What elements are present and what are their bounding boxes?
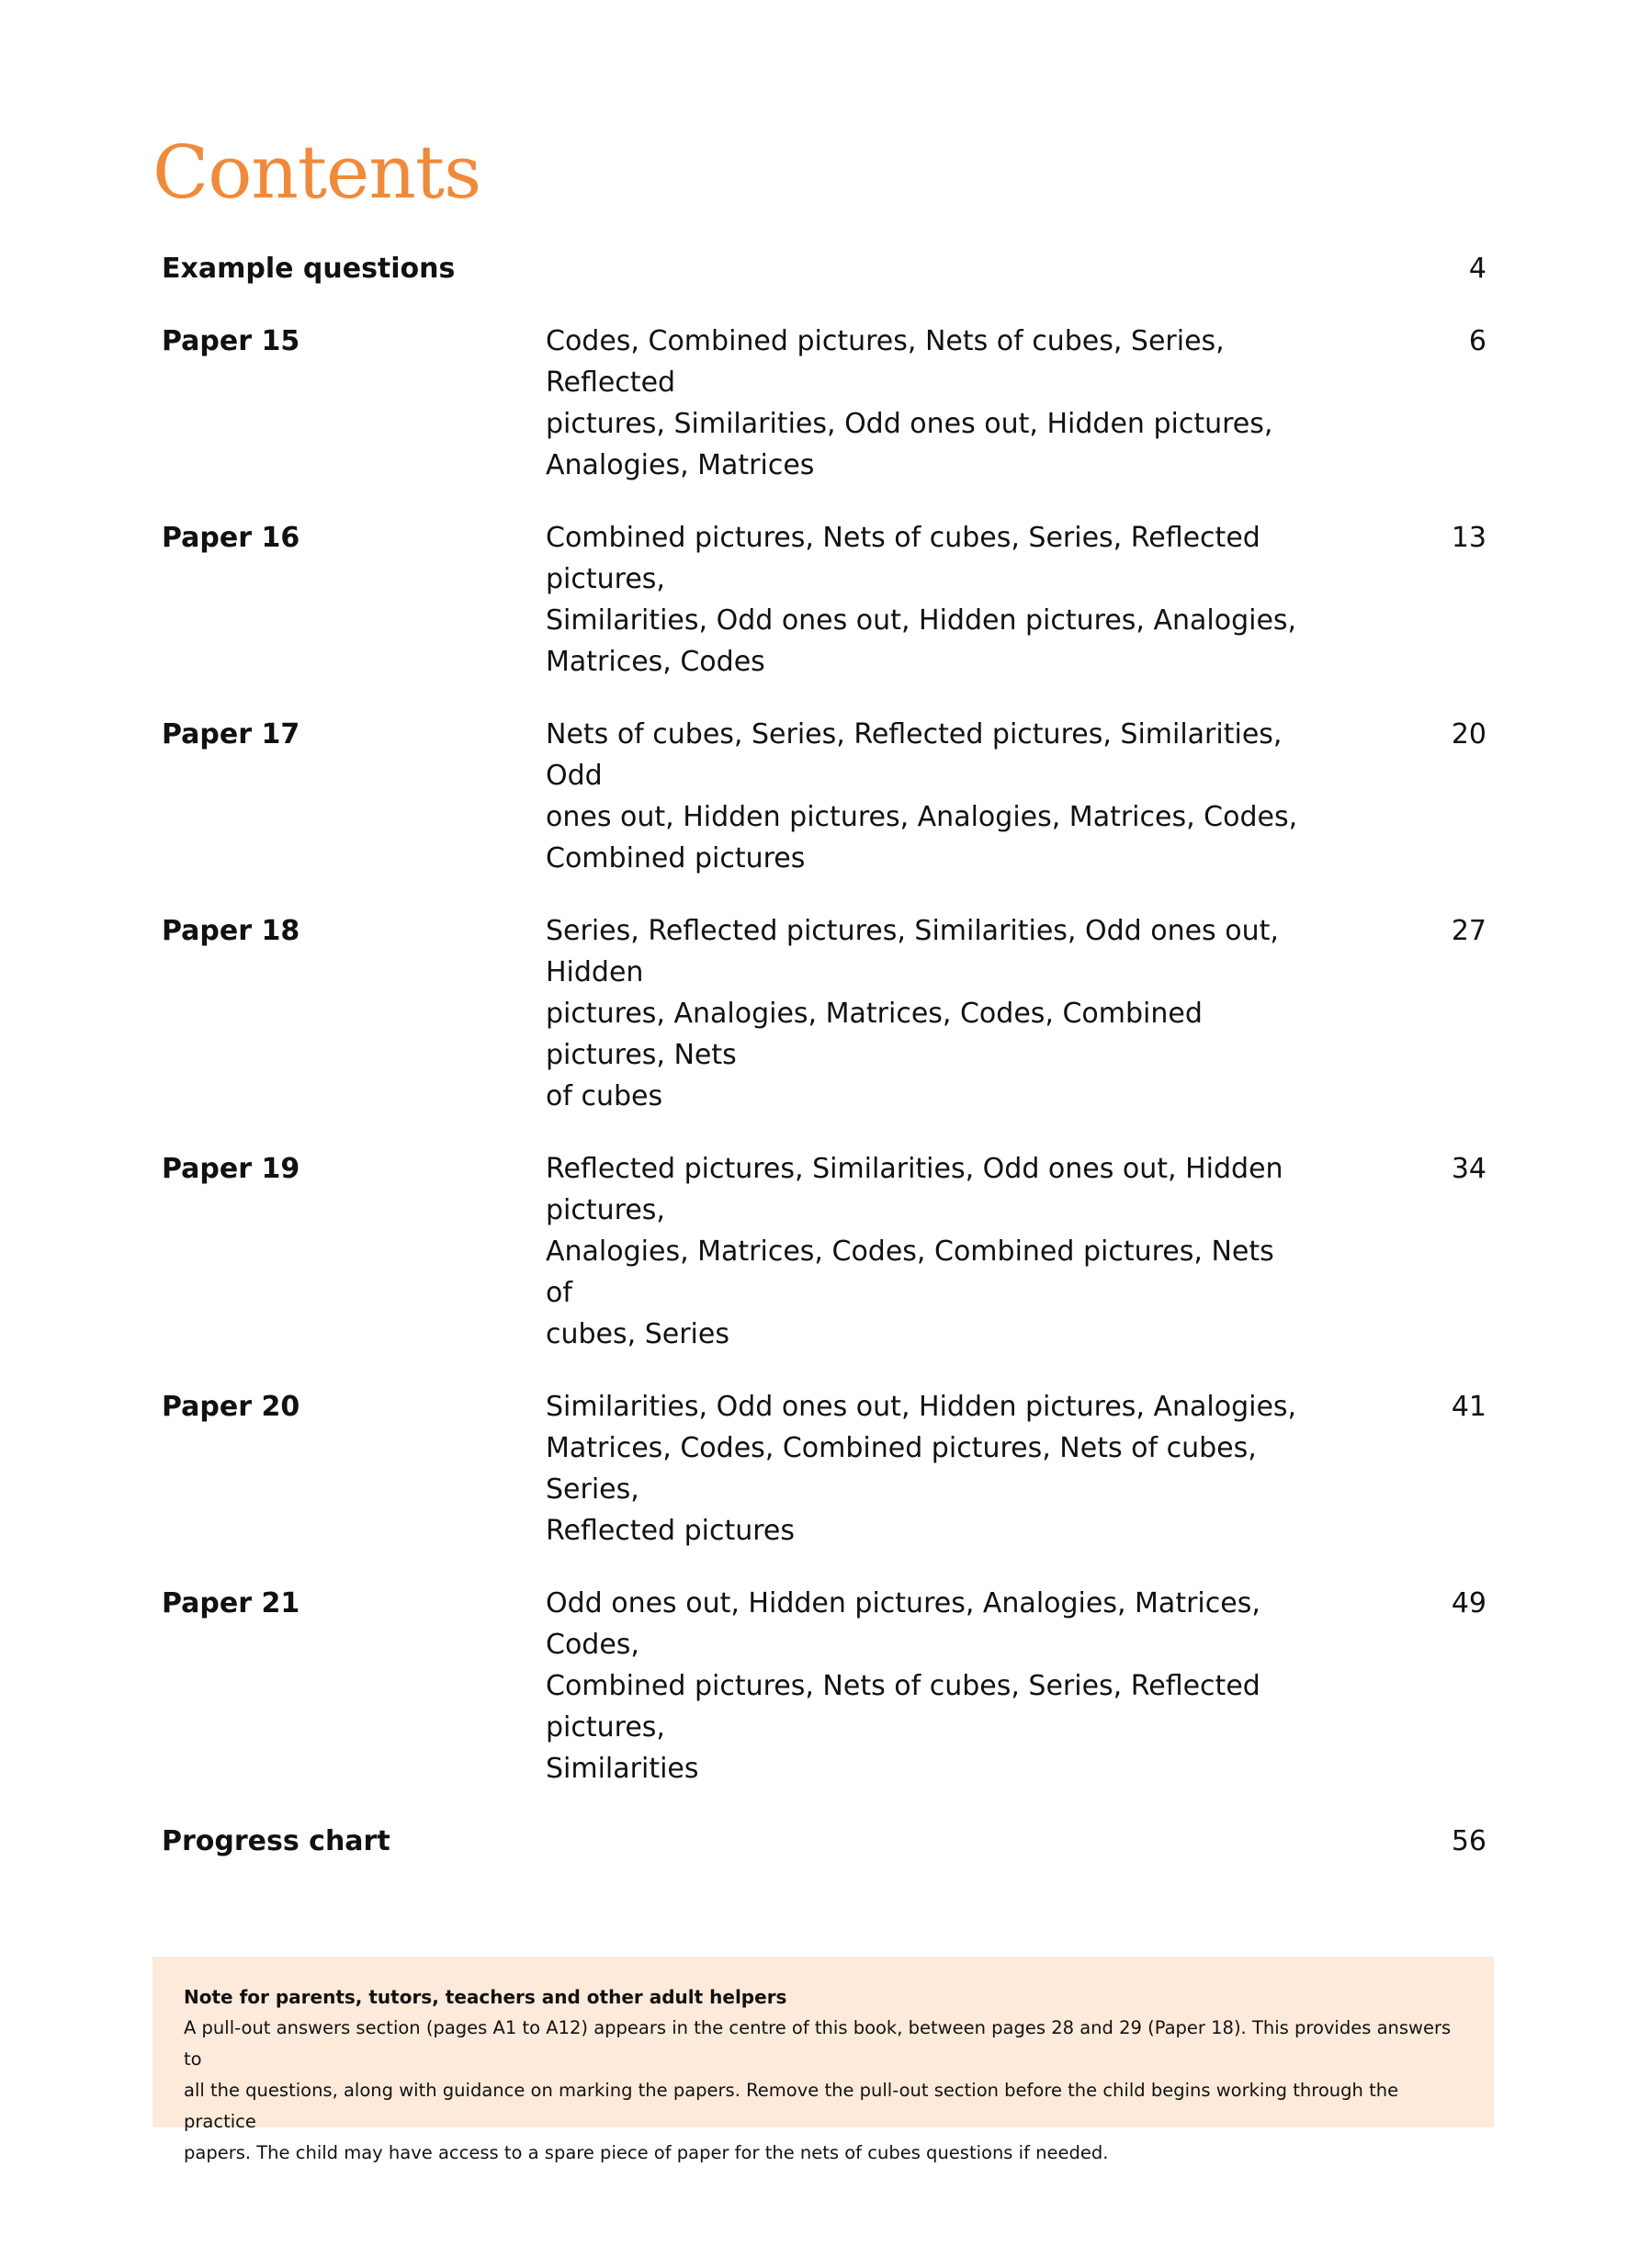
toc-row[interactable] [162,248,1486,289]
toc-page-number: 49 [1451,1587,1486,1619]
toc-section-topics [546,1821,1308,1862]
toc-section-topics: Combined pictures, Nets of cubes, Series, Reflected pictures, Similarities, Odd ones out, Hidden pictures, Analogies, Matrices, Codes [546,522,1297,678]
toc-row[interactable] [162,321,1486,486]
toc-page-number: 56 [1451,1825,1486,1857]
toc-section-topics: Series, Reflected pictures, Similarities, Odd ones out, Hidden pictures, Analogies, Matrices, Codes, Combined pictures, Nets of cubes [546,915,1279,1112]
note-title: Note for parents, tutors, teachers and other adult helpers [184,1986,787,2008]
toc-row[interactable] [162,1821,1486,1862]
toc-section-label: Paper 17 [162,718,300,750]
toc-section-topics [546,248,1308,289]
toc-section-label: Paper 19 [162,1153,300,1185]
toc-page-number: 34 [1451,1153,1486,1185]
toc-page-number: 41 [1451,1391,1486,1423]
toc-row[interactable] [162,1148,1486,1355]
note-body: A pull-out answers section (pages A1 to A12) appears in the centre of this book, between pages 28 and 29 (Paper 18). This provides answers to all the questions, along with guidance on marking the papers. Remove the pull-out section before the child begins working through the practice papers. The child may have access to a spare piece of paper for the nets of cubes questions if needed. [184,2017,1452,2163]
toc-section-topics: Reflected pictures, Similarities, Odd ones out, Hidden pictures, Analogies, Matrices, Codes, Combined pictures, Nets of cubes, Series [546,1153,1283,1350]
toc-row[interactable] [162,714,1486,879]
toc-row[interactable] [162,1583,1486,1789]
toc-section-label: Example questions [162,253,456,285]
toc-section-topics: Similarities, Odd ones out, Hidden pictures, Analogies, Matrices, Codes, Combined pictures, Nets of cubes, Series, Reflected pictures [546,1391,1297,1547]
toc-section-label: Paper 16 [162,522,300,554]
toc-section-topics: Nets of cubes, Series, Reflected pictures, Similarities, Odd ones out, Hidden pictures, Analogies, Matrices, Codes, Combined pictures [546,718,1298,874]
toc-row[interactable] [162,910,1486,1117]
toc-page-number: 13 [1451,522,1486,554]
toc-section-label: Paper 18 [162,915,300,947]
contents-list [162,248,1486,1893]
toc-section-topics: Codes, Combined pictures, Nets of cubes, Series, Reflected pictures, Similarities, Odd ones out, Hidden pictures, Analogies, Matrices [546,325,1273,481]
toc-page-number: 27 [1451,915,1486,947]
toc-section-topics: Odd ones out, Hidden pictures, Analogies, Matrices, Codes, Combined pictures, Nets of cubes, Series, Reflected pictures, Similarities [546,1587,1260,1785]
toc-page-number: 4 [1468,253,1486,285]
page-title: Contents [153,130,481,215]
helper-note-box [153,1957,1494,2163]
toc-section-label: Progress chart [162,1825,390,1857]
toc-row[interactable] [162,1386,1486,1551]
toc-row[interactable] [162,517,1486,683]
toc-section-label: Paper 15 [162,325,300,357]
toc-section-label: Paper 21 [162,1587,300,1619]
toc-page-number: 6 [1468,325,1486,357]
toc-section-label: Paper 20 [162,1391,300,1423]
toc-page-number: 20 [1451,718,1486,750]
